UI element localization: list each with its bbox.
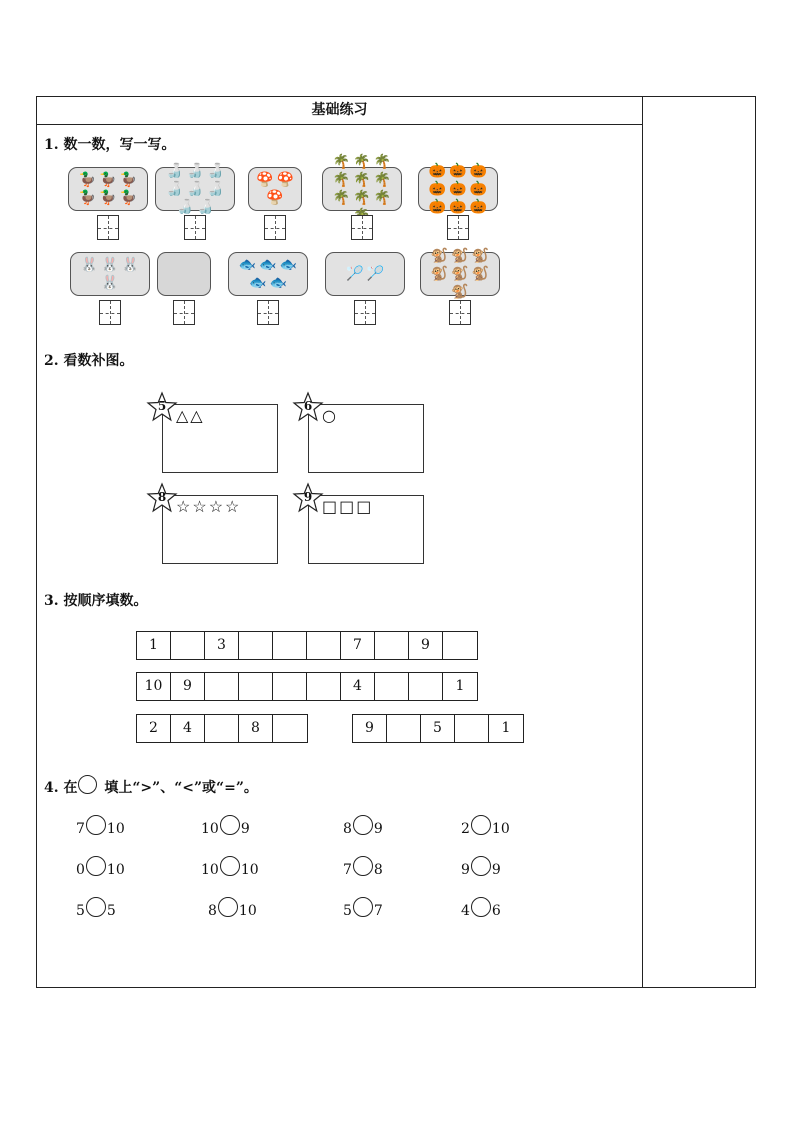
comparison-item (76, 815, 125, 843)
duck-icon: 🦆 (78, 171, 97, 188)
picture-card (418, 162, 498, 215)
bottle-icon: 🍶 (206, 162, 225, 179)
compare-circle[interactable] (471, 897, 491, 917)
tree-icon: 🌴 (332, 171, 351, 188)
q4-heading-pre: 4. 在 (44, 780, 78, 796)
pumpkin-icon: 🎃 (428, 162, 447, 179)
bottle-icon: 🍶 (186, 180, 204, 197)
sequence-cell: 9 (353, 715, 387, 742)
bottle-icon: 🍶 (176, 198, 194, 215)
fish-icon: 🐟 (238, 256, 257, 273)
compare-circle[interactable] (471, 856, 491, 876)
number-sequence-row (136, 631, 478, 660)
comparison-item (201, 815, 250, 843)
monkey-icon: 🐒 (471, 265, 490, 282)
comparison-item (201, 856, 259, 884)
sequence-cell: 4 (341, 673, 375, 700)
pumpkin-icon: 🎃 (428, 198, 447, 215)
sequence-blank-cell[interactable] (443, 632, 477, 659)
right-number: 7 (373, 903, 383, 919)
rabbit-icon: 🐰 (121, 256, 140, 273)
sequence-blank-cell[interactable] (205, 673, 239, 700)
monkey-icon: 🐒 (430, 247, 449, 264)
picture-card (157, 252, 211, 296)
star-number: 6 (303, 399, 313, 413)
q3-heading: 3. 按顺序填数。 (44, 593, 148, 609)
left-number: 8 (343, 821, 352, 837)
compare-circle[interactable] (471, 815, 491, 835)
tree-icon: 🌴 (373, 189, 392, 206)
compare-circle[interactable] (353, 856, 373, 876)
fish-icon: 🐟 (259, 256, 277, 273)
write-answer-box[interactable] (99, 300, 121, 325)
pumpkin-icon: 🎃 (428, 180, 447, 197)
q4-heading (44, 775, 258, 797)
write-answer-box[interactable] (351, 215, 373, 240)
mushroom-icon: 🍄 (276, 171, 294, 188)
tree-icon: 🌴 (353, 171, 371, 188)
sequence-blank-cell[interactable] (171, 632, 205, 659)
sequence-cell: 3 (205, 632, 239, 659)
picture-card (70, 252, 150, 296)
left-number: 9 (461, 862, 470, 878)
tree-icon: 🌴 (332, 189, 351, 206)
sequence-blank-cell[interactable] (239, 632, 273, 659)
mushroom-icon: 🍄 (266, 189, 284, 206)
sequence-blank-cell[interactable] (375, 632, 409, 659)
sequence-cell: 9 (171, 673, 205, 700)
pumpkin-icon: 🎃 (469, 180, 488, 197)
right-number: 9 (373, 821, 383, 837)
sequence-blank-cell[interactable] (307, 673, 341, 700)
right-number: 10 (238, 903, 257, 919)
comparison-item (461, 856, 501, 884)
compare-circle[interactable] (353, 815, 373, 835)
number-star-icon (147, 483, 177, 513)
compare-circle[interactable] (220, 815, 240, 835)
picture-card (420, 247, 500, 300)
right-number: 8 (373, 862, 383, 878)
monkey-icon: 🐒 (430, 265, 449, 282)
mushroom-icon: 🍄 (256, 171, 274, 188)
sequence-cell: 7 (341, 632, 375, 659)
bottle-icon: 🍶 (196, 198, 214, 215)
sequence-cell: 8 (239, 715, 273, 742)
pumpkin-icon: 🎃 (449, 162, 467, 179)
picture-card (248, 167, 302, 211)
pumpkin-icon: 🎃 (449, 180, 467, 197)
tree-icon: 🌴 (353, 153, 371, 170)
left-number: 5 (343, 903, 352, 919)
left-number: 7 (343, 862, 352, 878)
given-shapes: △△ (176, 406, 205, 425)
sequence-blank-cell[interactable] (409, 673, 443, 700)
sequence-cell: 1 (501, 720, 511, 736)
pumpkin-icon: 🎃 (449, 198, 467, 215)
write-answer-box[interactable] (264, 215, 286, 240)
pumpkin-icon: 🎃 (469, 162, 488, 179)
left-number: 5 (76, 903, 85, 919)
given-shapes: ○ (322, 406, 338, 425)
write-answer-box[interactable] (97, 215, 119, 240)
number-star-icon (293, 392, 323, 422)
tree-icon: 🌴 (373, 153, 392, 170)
picture-card (68, 167, 148, 211)
picture-card (325, 252, 405, 296)
compare-circle[interactable] (218, 897, 238, 917)
compare-circle[interactable] (86, 897, 106, 917)
write-answer-box[interactable] (354, 300, 376, 325)
number-star-icon (293, 483, 323, 513)
sequence-blank-cell[interactable] (387, 715, 421, 742)
rabbit-icon: 🐰 (80, 256, 99, 273)
right-number: 10 (106, 862, 125, 878)
comparison-item (461, 897, 501, 925)
monkey-icon: 🐒 (471, 247, 490, 264)
sequence-cell: 4 (171, 715, 205, 742)
sequence-blank-cell[interactable] (455, 715, 489, 742)
sequence-cell: 5 (421, 715, 455, 742)
sequence-blank-cell[interactable] (205, 715, 239, 742)
compare-circle[interactable] (86, 856, 106, 876)
star-number: 9 (303, 490, 313, 504)
right-number: 10 (240, 862, 259, 878)
left-number: 7 (76, 821, 85, 837)
sequence-blank-cell[interactable] (307, 632, 341, 659)
sequence-cell: 10 (137, 673, 171, 700)
bottle-icon: 🍶 (186, 162, 204, 179)
left-number: 8 (208, 903, 217, 919)
fish-icon: 🐟 (249, 274, 267, 291)
compare-circle[interactable] (220, 856, 240, 876)
q4-heading-post: 填上“>”、“<”或“=”。 (99, 780, 258, 796)
sequence-cell: 1 (455, 678, 465, 694)
star-number: 5 (157, 399, 167, 413)
number-star-icon (147, 392, 177, 422)
comparison-item (343, 897, 383, 925)
left-number: 4 (461, 903, 470, 919)
sequence-blank-cell[interactable] (273, 715, 307, 742)
sequence-cell: 9 (409, 632, 443, 659)
comparison-item (208, 897, 257, 925)
bottle-icon: 🍶 (206, 180, 225, 197)
given-shapes: □□□ (322, 497, 374, 516)
monkey-icon: 🐒 (451, 283, 469, 300)
number-sequence-row (136, 714, 308, 743)
number-sequence-row (136, 672, 478, 701)
right-number: 9 (491, 862, 501, 878)
given-shapes: ☆☆☆☆ (176, 497, 242, 516)
title-divider (36, 124, 643, 125)
write-answer-box[interactable] (449, 300, 471, 325)
rabbit-icon: 🐰 (101, 256, 119, 273)
comparison-item (461, 815, 510, 843)
comparison-item (76, 897, 116, 925)
sequence-cell: 2 (137, 715, 171, 742)
duck-icon: 🦆 (99, 189, 117, 206)
right-number: 5 (106, 903, 116, 919)
sequence-blank-cell[interactable] (375, 673, 409, 700)
shuttlecock-icon: 🏸 (366, 265, 384, 282)
right-number: 10 (106, 821, 125, 837)
tree-icon: 🌴 (353, 189, 371, 206)
write-answer-box[interactable] (173, 300, 195, 325)
tree-icon: 🌴 (373, 171, 392, 188)
fish-icon: 🐟 (279, 256, 298, 273)
left-number: 10 (201, 821, 219, 837)
write-answer-box[interactable] (447, 215, 469, 240)
picture-card (322, 153, 402, 211)
compare-circle[interactable] (353, 897, 373, 917)
duck-icon: 🦆 (99, 171, 117, 188)
q2-heading: 2. 看数补图。 (44, 353, 134, 369)
star-number: 8 (157, 490, 167, 504)
sequence-blank-cell[interactable] (273, 673, 307, 700)
left-number: 2 (461, 821, 470, 837)
write-answer-box[interactable] (257, 300, 279, 325)
picture-card (155, 162, 235, 215)
tree-icon: 🌴 (332, 153, 351, 170)
duck-icon: 🦆 (119, 171, 138, 188)
right-number: 6 (491, 903, 501, 919)
left-number: 10 (201, 862, 219, 878)
right-number: 9 (240, 821, 250, 837)
pumpkin-icon: 🎃 (469, 198, 488, 215)
monkey-icon: 🐒 (451, 247, 469, 264)
q1-heading: 1. 数一数，写一写。 (44, 137, 176, 153)
comparison-item (76, 856, 125, 884)
fish-icon: 🐟 (269, 274, 287, 291)
sequence-blank-cell[interactable] (239, 673, 273, 700)
picture-card (228, 252, 308, 296)
bottle-icon: 🍶 (165, 162, 184, 179)
write-answer-box[interactable] (184, 215, 206, 240)
shuttlecock-icon: 🏸 (346, 265, 364, 282)
sequence-cell: 1 (137, 632, 171, 659)
worksheet-title: 基础练习 (311, 102, 368, 118)
duck-icon: 🦆 (119, 189, 138, 206)
left-number: 0 (76, 862, 85, 878)
comparison-item (343, 815, 383, 843)
monkey-icon: 🐒 (451, 265, 469, 282)
column-divider (642, 96, 643, 988)
bottle-icon: 🍶 (165, 180, 184, 197)
compare-circle[interactable] (86, 815, 106, 835)
circle-icon (78, 775, 97, 794)
duck-icon: 🦆 (78, 189, 97, 206)
right-number: 10 (491, 821, 510, 837)
sequence-blank-cell[interactable] (273, 632, 307, 659)
number-sequence-row (352, 714, 524, 743)
rabbit-icon: 🐰 (101, 274, 119, 291)
comparison-item (343, 856, 383, 884)
